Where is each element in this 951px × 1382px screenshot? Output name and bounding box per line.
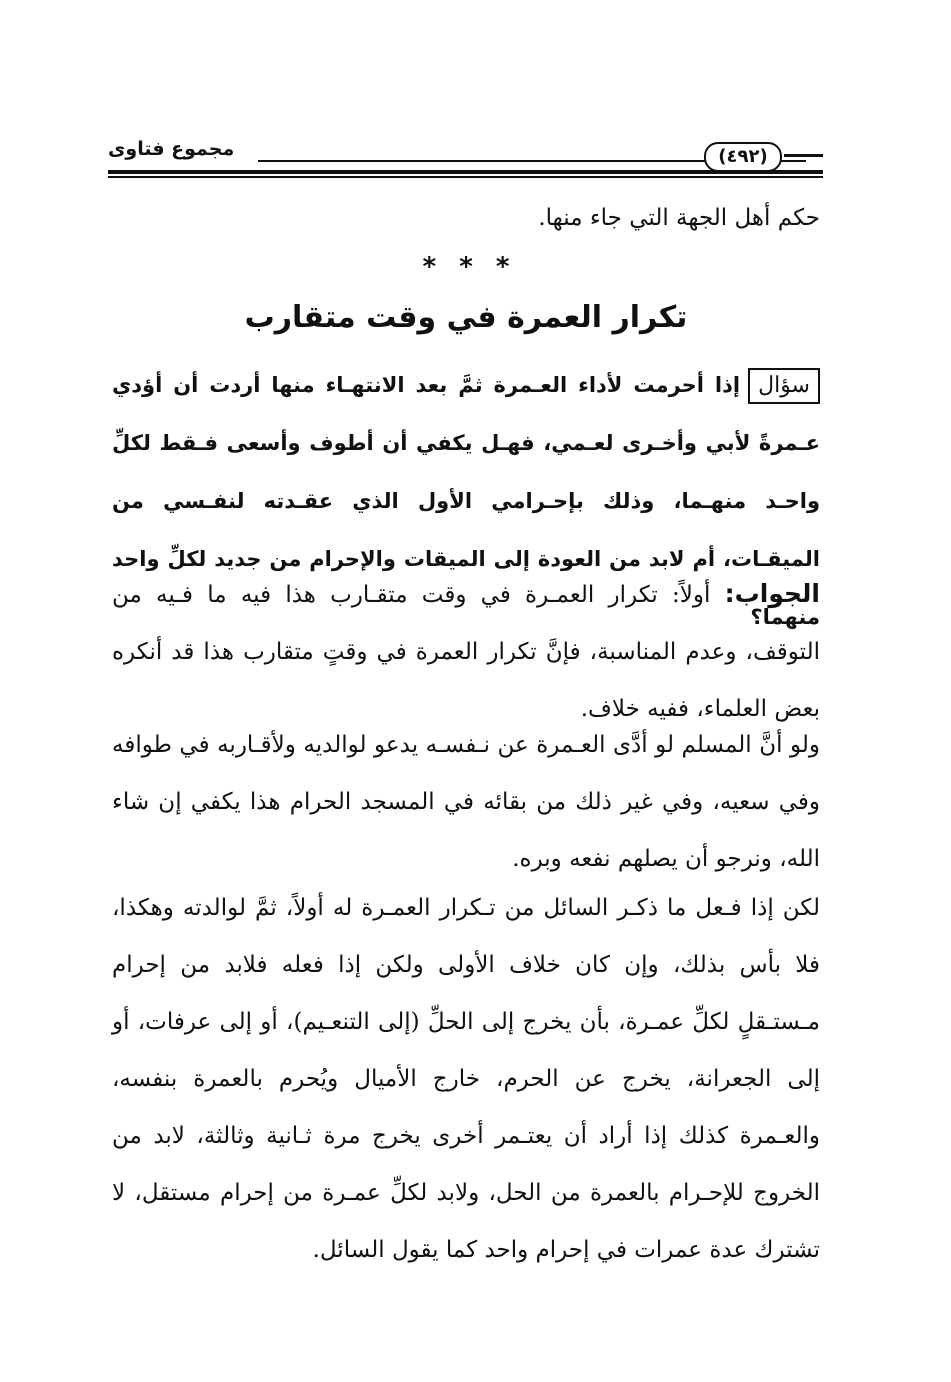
section-separator: * * * [422, 252, 510, 282]
book-title: مجموع فتاوى [108, 138, 235, 160]
section-title: تكرار العمرة في وقت متقارب [244, 300, 688, 335]
page-number: (٤٩٢) [704, 142, 782, 172]
question-text: إذا أحرمت لأداء العـمرة ثمَّ بعد الانتهـاء منها أردت أن أؤدي عـمرةً لأبي وأخـرى لعـمي، فهـل يكفي أن أطوف وأسعى فـقط لكلِّ واحـد منهـما، وذلك بإحـرامي الأول الذي عقـدته لنفـسي من الميقـات، أم لابد من العودة إلى الميقات والإحرام من جديد لكلِّ واحد منهما؟ [112, 373, 820, 629]
body-paragraph-2: ولو أنَّ المسلم لو أدَّى العـمرة عن نـفسـه يدعو لوالديه ولأقـاربه في طوافه وفي سعيه، وفي غير ذلك من بقائه في المسجد الحرام هذا يكفي إن شاء الله، ونرجو أن يصلهم نفعه وبره. [112, 732, 820, 872]
header-rule-thin [108, 176, 823, 178]
body-paragraph-3: لكن إذا فـعل ما ذكـر السائل من تـكرار العمـرة له أولاً، ثمَّ لوالدته وهكذا، فلا بأس بذلك، وإن كان خلاف الأولى ولكن إذا فعله فلابد من إحرام مـستـقلٍ لكلِّ عمـرة، بأن يخرج إلى الحلِّ (إلى التنعـيم)، أو إلى عرفات، أو إلى الجعرانة، يخرج عن الحرم، خارج الأميال ويُحرم بالعمرة بنفسه، والعـمرة كذلك إذا أراد أن يعتـمر أخرى يخرج مرة ثـانية وثالثة، لابد من الخروج للإحـرام بالعمرة من الحل، ولابد لكلِّ عمـرة من إحرام مستقل، لا تشترك عدة عمرات في إحرام واحد كما يقول السائل. [112, 895, 820, 1263]
header-rule-thick [108, 170, 823, 174]
header-rule-right [784, 154, 823, 157]
answer-label: الجواب: [724, 579, 820, 608]
question-label: سؤال [748, 368, 820, 404]
answer-paragraph [112, 565, 820, 738]
page-header [108, 132, 823, 182]
continuation-line: حكم أهل الجهة التي جاء منها. [538, 205, 820, 231]
answer-text: أولاً: تكرار العمـرة في وقت متقـارب هذا فيه ما فـيه من التوقف، وعدم المناسبة، فإنَّ تكرار العمرة في وقتٍ متقارب هذا قد أنكره بعض العلماء، ففيه خلاف. [112, 582, 820, 722]
